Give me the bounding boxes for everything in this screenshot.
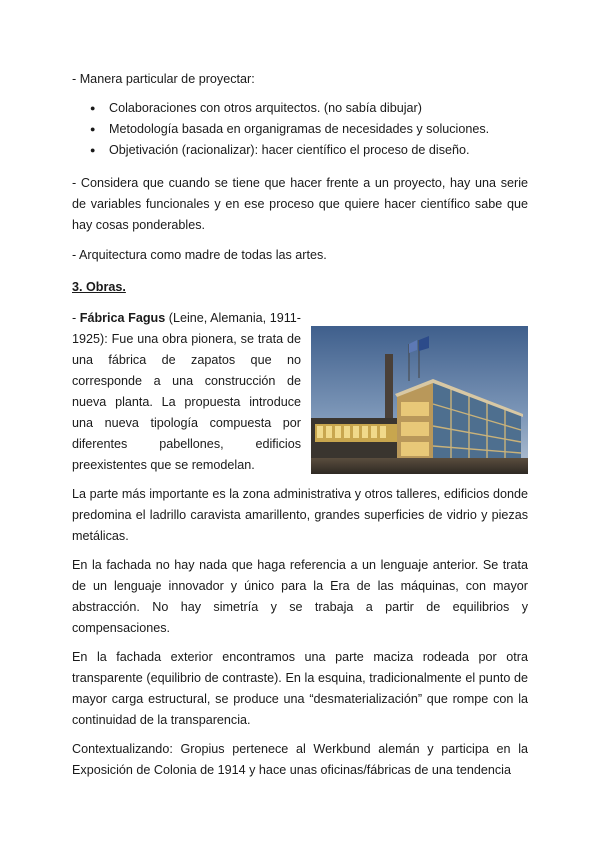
paragraph-madre-artes: - Arquitectura como madre de todas las artes. [72, 248, 327, 262]
fagus-title: Fábrica Fagus [79, 311, 166, 325]
list-item: ● Colaboraciones con otros arquitectos. (no sabía dibujar) [90, 98, 489, 119]
paragraph-zona-administrativa: La parte más importante es la zona administrativa y otros talleres, edificios donde predomina el ladrillo caravista amarillento, grandes superficies de vidrio y piezas metálicas. [72, 487, 528, 543]
intro-line: - Manera particular de proyectar: [72, 72, 255, 86]
paragraph-variables: - Considera que cuando se tiene que hacer frente a un proyecto, hay una serie de variables funcionales y en ese proceso que quiere hacer científico sabe que hay cosas ponderables. [72, 176, 528, 232]
list-item: ● Metodología basada en organigramas de necesidades y soluciones. [90, 119, 489, 140]
paragraph-fachada-exterior: En la fachada exterior encontramos una parte maciza rodeada por otra transparente (equilibrio de contraste). En la esquina, tradicionalmente el punto de mayor carga estructural, se produce una “desmaterialización” que rompe con la continuidad de la transparencia. [72, 650, 528, 727]
method-list [90, 98, 489, 161]
fagus-factory-photo [311, 326, 528, 474]
obras-section [72, 308, 528, 789]
paragraph-fachada: En la fachada no hay nada que haga referencia a un lenguaje anterior. Se trata de un lenguaje innovador y único para la Era de las máquinas, con mayor abstracción. No hay simetría y se trabaja a partir de equilibrios y compensaciones. [72, 558, 528, 635]
list-item: ● Objetivación (racionalizar): hacer científico el proceso de diseño. [90, 140, 489, 161]
section-heading: 3. Obras. [72, 280, 126, 294]
fagus-dash: - [72, 311, 80, 325]
fagus-text: (Leine, Alemania, 1911-1925): Fue una obra pionera, se trata de una fábrica de zapatos que no corresponde a una construcción de nueva planta. La propuesta introduce una nueva tipología compuesta por diferentes pabellones, edificios preexistentes que se remodelan. [72, 311, 301, 472]
paragraph-contextualizando: Contextualizando: Gropius pertenece al Werkbund alemán y participa en la Exposición de Colonia de 1914 y hace unas oficinas/fábricas de una tendencia [72, 742, 528, 777]
